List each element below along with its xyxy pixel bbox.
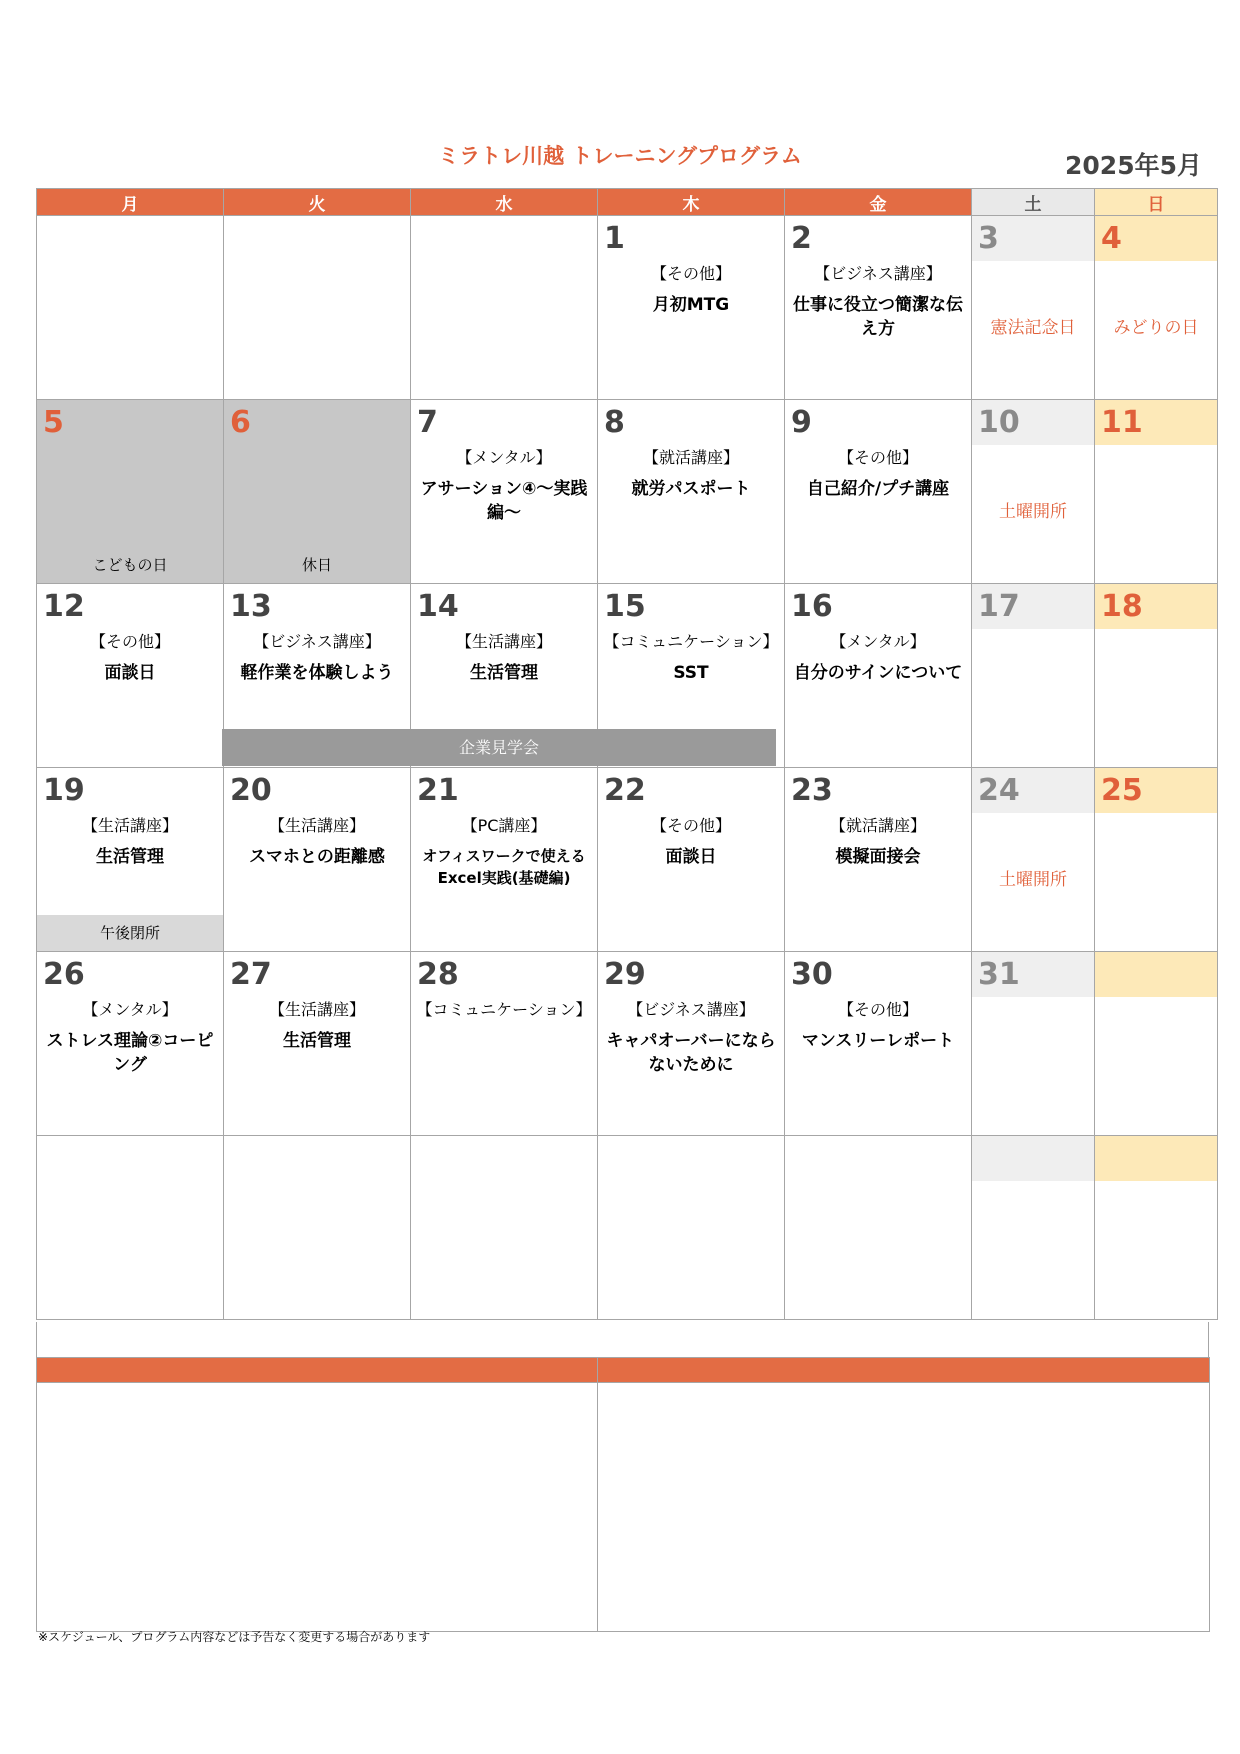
day-number: 21 [417, 773, 459, 808]
day-number: 18 [1095, 584, 1217, 629]
program-category: 【生活講座】 [268, 1000, 365, 1019]
day-number: 9 [791, 405, 812, 440]
day-number: 5 [43, 405, 64, 440]
program-category: 【PC講座】 [461, 816, 547, 835]
holiday-label: みどりの日 [1113, 318, 1199, 338]
day-number: 22 [604, 773, 646, 808]
day-number-empty [1095, 952, 1217, 997]
day-cell [411, 952, 598, 1136]
day-number: 29 [604, 957, 646, 992]
day-cell-saturday [972, 216, 1095, 400]
program-title: キャパオーバーにならないために [606, 1031, 776, 1075]
footnote: ※スケジュール、プログラム内容などは予告なく変更する場合があります [38, 1630, 431, 1644]
program-title: 生活管理 [283, 1031, 351, 1051]
day-cell-saturday [972, 768, 1095, 952]
program-category: 【就活講座】 [642, 448, 739, 467]
program-category: 【生活講座】 [268, 816, 365, 835]
day-cell [598, 216, 785, 400]
day-cell [37, 952, 224, 1136]
weekday-mon: 月 [37, 189, 224, 216]
program-category: 【その他】 [837, 1000, 918, 1019]
day-number: 14 [417, 589, 459, 624]
month-label: 2025年5月 [1065, 151, 1202, 180]
day-number: 30 [791, 957, 833, 992]
program-title: 面談日 [104, 663, 156, 683]
afternoon-closed-note: 午後閉所 [37, 915, 223, 951]
program-title: 自分のサインについて [793, 663, 963, 683]
program-title: 就労パスポート [631, 479, 751, 499]
program-category: 【その他】 [89, 632, 170, 651]
day-cell-closed [37, 400, 224, 584]
program-title: 生活管理 [96, 847, 164, 867]
closed-note: こどもの日 [92, 556, 168, 574]
day-number: 13 [230, 589, 272, 624]
day-number: 17 [972, 584, 1094, 629]
day-cell-saturday [972, 1136, 1095, 1320]
day-number: 31 [972, 952, 1094, 997]
day-number: 19 [43, 773, 85, 808]
day-number: 20 [230, 773, 272, 808]
day-cell-empty [411, 216, 598, 400]
closed-note: 休日 [301, 556, 332, 574]
day-cell-sunday [1095, 952, 1218, 1136]
weekday-thu: 木 [598, 189, 785, 216]
weekday-header [37, 189, 1218, 216]
day-number: 16 [791, 589, 833, 624]
program-category: 【その他】 [650, 264, 731, 283]
day-cell-sunday [1095, 400, 1218, 584]
day-cell [224, 952, 411, 1136]
saturday-open-label: 土曜開所 [999, 870, 1067, 890]
day-cell [411, 768, 598, 952]
program-category: 【ビジネス講座】 [627, 1000, 755, 1019]
program-title: SST [673, 663, 709, 683]
program-title: 自己紹介/プチ講座 [806, 479, 950, 499]
program-category: 【就活講座】 [829, 816, 926, 835]
program-category: 【メンタル】 [456, 448, 552, 467]
day-number: 10 [972, 400, 1094, 445]
day-number: 7 [417, 405, 438, 440]
notes-box-left [37, 1383, 598, 1632]
day-cell [411, 400, 598, 584]
program-title: 面談日 [665, 847, 717, 867]
day-cell-empty [598, 1136, 785, 1320]
day-number: 8 [604, 405, 625, 440]
day-cell-sunday [1095, 216, 1218, 400]
saturday-open-label: 土曜開所 [999, 502, 1067, 522]
weekday-sat: 土 [972, 189, 1095, 216]
day-cell [785, 952, 972, 1136]
notes-box-right [598, 1383, 1210, 1632]
notes-header-left [37, 1358, 598, 1383]
day-cell-saturday [972, 400, 1095, 584]
program-category: 【コミュニケーション】 [603, 632, 779, 651]
day-number: 27 [230, 957, 272, 992]
day-cell [224, 768, 411, 952]
day-number: 11 [1095, 400, 1217, 445]
day-number: 15 [604, 589, 646, 624]
program-title: オフィスワークで使えるExcel実践(基礎編) [422, 847, 586, 887]
day-number-empty [972, 1136, 1094, 1181]
program-category: 【メンタル】 [82, 1000, 178, 1019]
day-cell-empty [37, 1136, 224, 1320]
weekday-sun: 日 [1095, 189, 1218, 216]
day-cell-empty [785, 1136, 972, 1320]
program-category: 【コミュニケーション】 [416, 1000, 592, 1019]
program-title: 生活管理 [470, 663, 538, 683]
spacer-row [36, 1322, 1209, 1358]
program-title: 模擬面接会 [835, 847, 921, 867]
weekday-tue: 火 [224, 189, 411, 216]
program-title: マンスリーレポート [801, 1031, 955, 1051]
program-category: 【メンタル】 [830, 632, 926, 651]
holiday-label: 憲法記念日 [990, 318, 1076, 338]
program-category: 【その他】 [650, 816, 731, 835]
day-number: 6 [230, 405, 251, 440]
day-number: 28 [417, 957, 459, 992]
day-number: 4 [1095, 216, 1217, 261]
week-row [37, 216, 1218, 400]
day-cell-empty [37, 216, 224, 400]
week-row [37, 952, 1218, 1136]
day-cell-empty [411, 1136, 598, 1320]
day-cell [785, 584, 972, 768]
day-number: 12 [43, 589, 85, 624]
notes-header-right [598, 1358, 1210, 1383]
day-cell-sunday [1095, 768, 1218, 952]
day-cell-empty [224, 1136, 411, 1320]
weekday-fri: 金 [785, 189, 972, 216]
day-cell [598, 400, 785, 584]
program-title: アサーション④～実践編～ [420, 479, 588, 523]
day-cell [598, 768, 785, 952]
program-category: 【ビジネス講座】 [253, 632, 381, 651]
week-row [37, 768, 1218, 952]
program-category: 【ビジネス講座】 [814, 264, 942, 283]
day-number: 1 [604, 221, 625, 256]
program-category: 【その他】 [837, 448, 918, 467]
day-cell-closed [224, 400, 411, 584]
program-title: スマホとの距離感 [249, 847, 385, 867]
day-number-empty [1095, 1136, 1217, 1181]
day-cell-saturday [972, 952, 1095, 1136]
program-title: 月初MTG [652, 295, 730, 315]
day-number: 3 [972, 216, 1094, 261]
day-cell-sunday [1095, 584, 1218, 768]
page-title: ミラトレ川越 トレーニングプログラム [438, 144, 802, 168]
day-number: 2 [791, 221, 812, 256]
day-number: 24 [972, 768, 1094, 813]
program-category: 【生活講座】 [455, 632, 552, 651]
program-category: 【生活講座】 [81, 816, 178, 835]
program-title: ストレス理論②コーピング [46, 1031, 214, 1075]
day-cell [598, 952, 785, 1136]
notes-table [36, 1357, 1210, 1632]
day-number: 25 [1095, 768, 1217, 813]
day-cell [37, 584, 224, 768]
day-number: 23 [791, 773, 833, 808]
day-cell [37, 768, 224, 952]
day-cell [785, 216, 972, 400]
week-row-empty [37, 1136, 1218, 1320]
program-title: 軽作業を体験しよう [240, 663, 394, 683]
day-cell-empty [224, 216, 411, 400]
day-cell [785, 768, 972, 952]
company-visit-event-band: 企業見学会 [222, 729, 776, 766]
day-cell [785, 400, 972, 584]
weekday-wed: 水 [411, 189, 598, 216]
week-row [37, 400, 1218, 584]
day-cell-saturday [972, 584, 1095, 768]
day-number: 26 [43, 957, 85, 992]
day-cell-sunday [1095, 1136, 1218, 1320]
program-title: 仕事に役立つ簡潔な伝え方 [793, 295, 963, 339]
